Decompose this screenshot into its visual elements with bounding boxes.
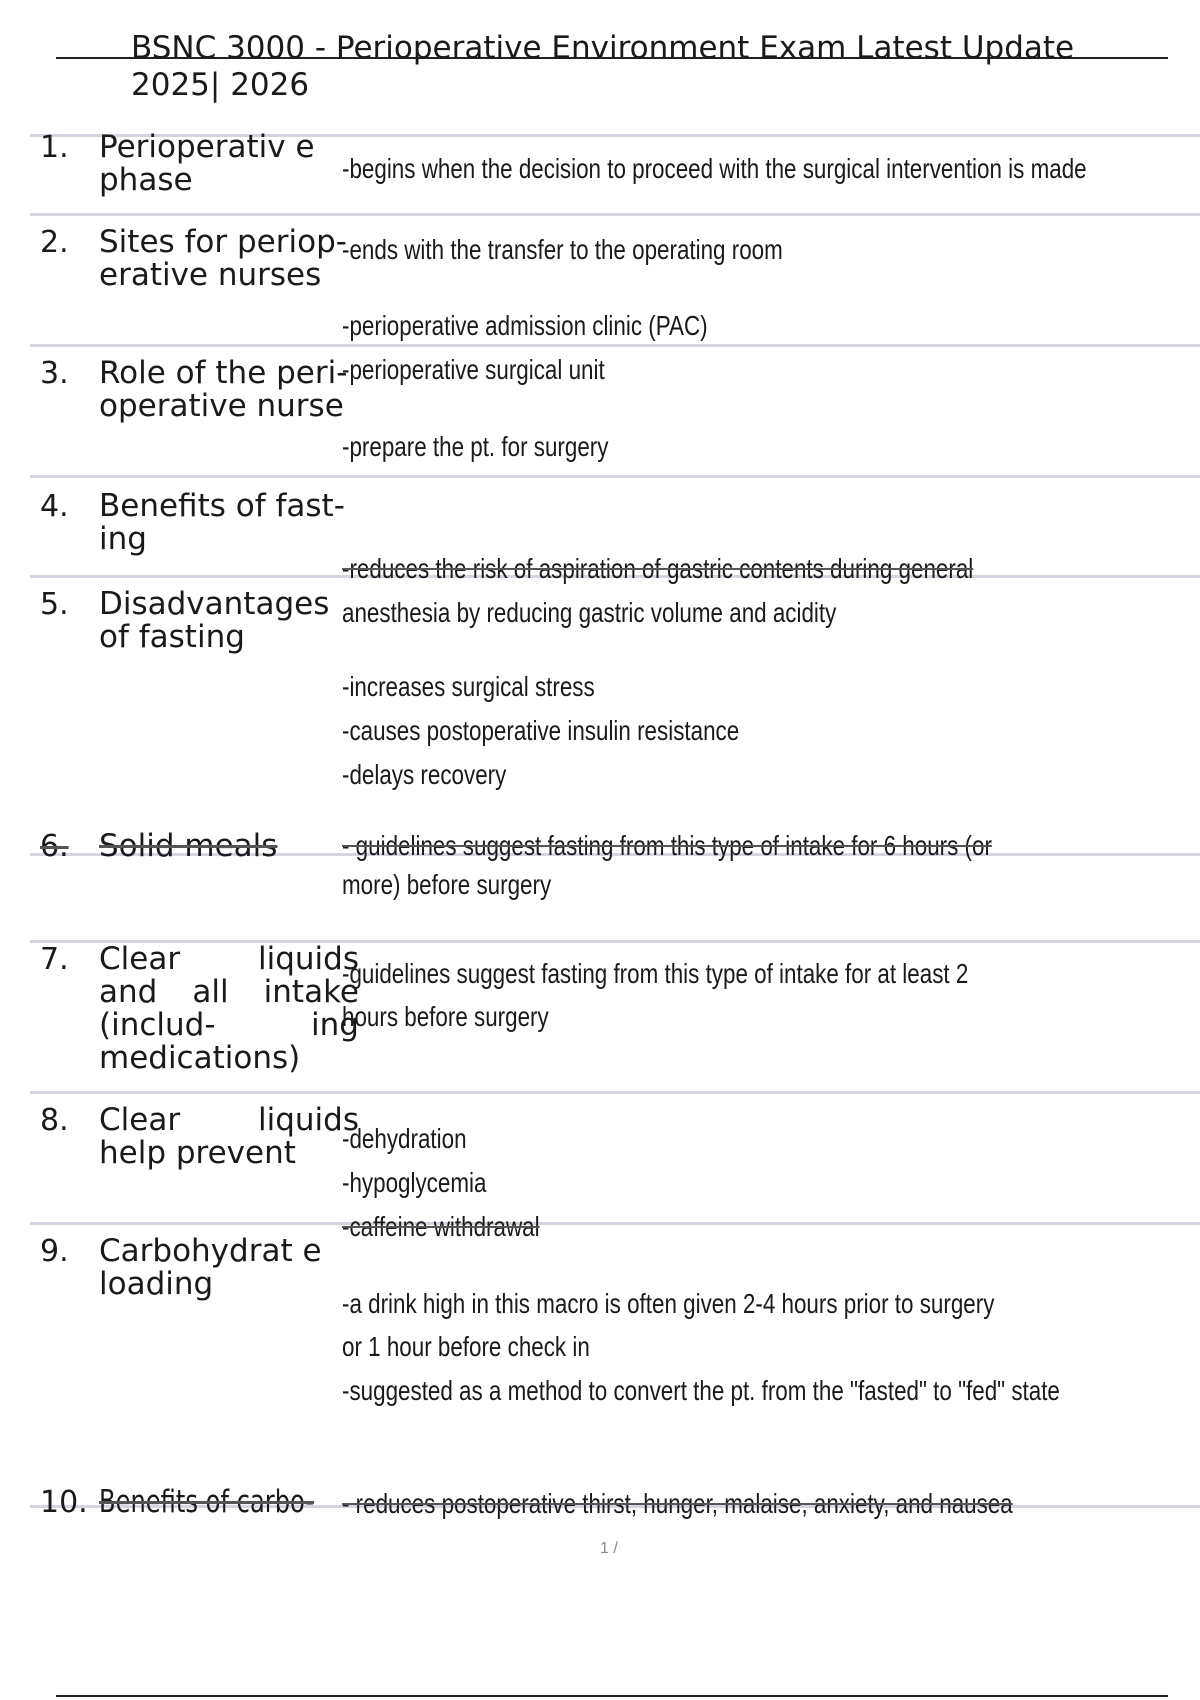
answer-line: -delays recovery — [342, 759, 507, 790]
answer-line: -causes postoperative insulin resistance — [342, 715, 740, 746]
answer-line: -suggested as a method to convert the pt. from the "fasted" to "fed" state — [342, 1375, 1060, 1406]
row-number: 9. — [40, 1234, 69, 1269]
bottom-rule — [56, 1695, 1168, 1697]
row-term: Carbohydrat e loading — [99, 1233, 322, 1302]
answer-line: -caffeine withdrawal — [342, 1211, 540, 1242]
answer-line: -perioperative surgical unit — [342, 354, 605, 385]
row-term: Clear liquids and all intake (includ- ing medications) — [99, 941, 359, 1076]
row-term: Benefits of fast- ing — [99, 488, 345, 557]
row-number: 10. — [40, 1485, 88, 1520]
table-row — [30, 475, 1200, 557]
row-term: Perioperativ e phase — [99, 129, 315, 198]
answer-line: -hypoglycemia — [342, 1167, 487, 1198]
answer-line: - reduces postoperative thirst, hunger, malaise, anxiety, and nausea — [342, 1488, 1013, 1519]
answer-line: anesthesia by reducing gastric volume and acidity — [342, 597, 837, 628]
answer-line: hours before surgery — [342, 1001, 549, 1032]
row-number: 6. — [40, 829, 69, 864]
row-term: Sites for periop- erative nurses — [99, 224, 347, 293]
answer-line: more) before surgery — [342, 869, 552, 900]
row-number: 1. — [40, 130, 69, 165]
row-term: Clear liquids help prevent — [99, 1102, 359, 1171]
row-number: 2. — [40, 225, 69, 260]
row-number: 5. — [40, 587, 69, 622]
row-number: 4. — [40, 489, 69, 524]
row-term: Solid meals — [99, 828, 278, 864]
row-number: 7. — [40, 942, 69, 977]
answer-line: -begins when the decision to proceed with the surgical intervention is made — [342, 153, 1087, 184]
row-term: Disadvantages of fasting — [99, 586, 330, 655]
answer-line: -reduces the risk of aspiration of gastric contents during general — [342, 553, 974, 584]
answer-line: -dehydration — [342, 1123, 467, 1154]
answer-line: -perioperative admission clinic (PAC) — [342, 310, 708, 341]
page-number: 1 / — [600, 1540, 618, 1557]
row-term: Benefits of carbo- — [99, 1484, 315, 1520]
answer-line: -a drink high in this macro is often given 2-4 hours prior to surgery — [342, 1288, 995, 1319]
answer-line: -increases surgical stress — [342, 671, 595, 702]
answer-line: -guidelines suggest fasting from this type of intake for at least 2 — [342, 958, 969, 989]
document-title: BSNC 3000 - Perioperative Environment Exam Latest Update 2025| 2026 — [131, 30, 1075, 103]
row-term: Role of the peri- operative nurse — [99, 355, 348, 424]
row-number: 8. — [40, 1103, 69, 1138]
answer-line: -ends with the transfer to the operating room — [342, 234, 783, 265]
answer-line: -prepare the pt. for surgery — [342, 431, 609, 462]
row-number: 3. — [40, 356, 69, 391]
answer-line: - guidelines suggest fasting from this type of intake for 6 hours (or — [342, 830, 992, 861]
answer-line: or 1 hour before check in — [342, 1331, 590, 1362]
